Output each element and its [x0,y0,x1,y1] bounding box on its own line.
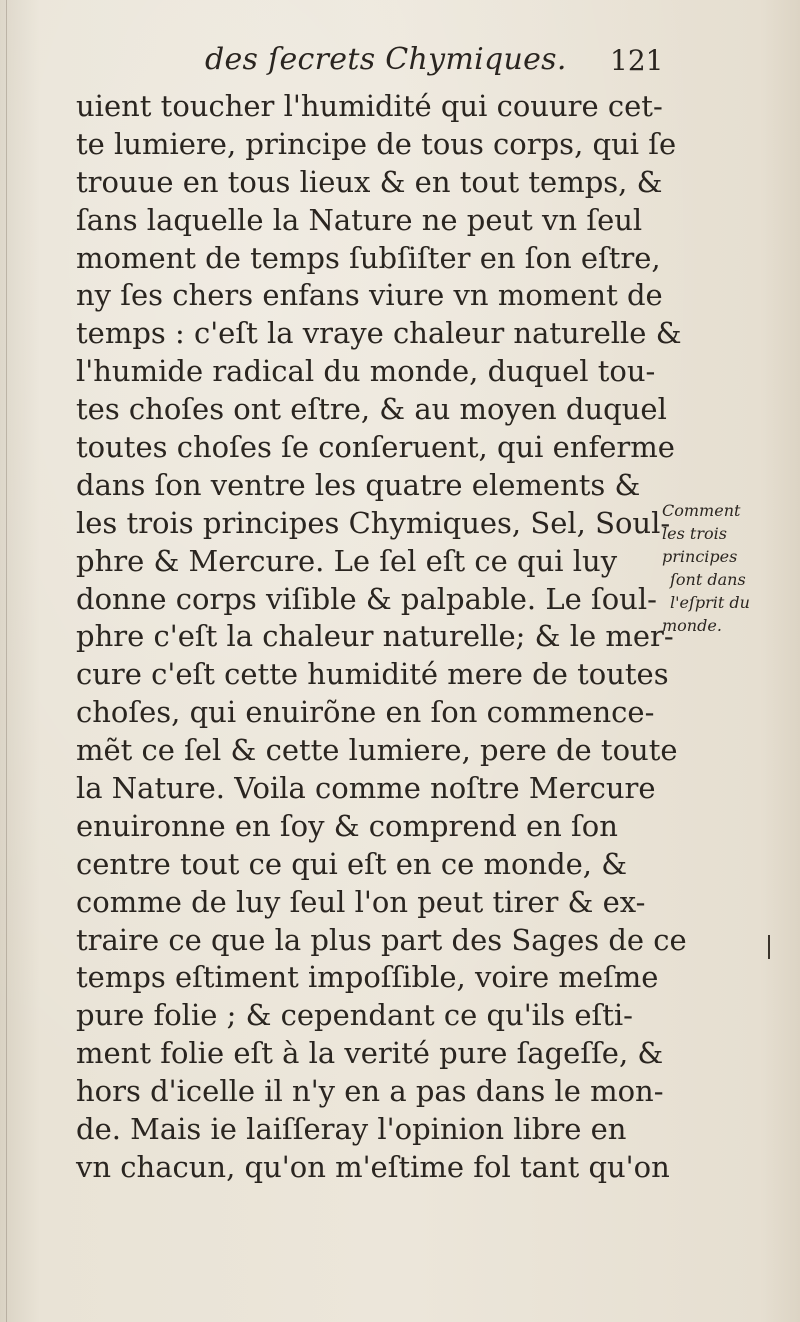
margin-note-line: l'eſprit du [670,593,750,612]
margin-note-line: monde. [662,616,722,635]
text-line: vn chacun, qu'on m'eſtime fol tant qu'on [76,1149,670,1184]
text-line: centre tout ce qui eſt en ce monde, & [76,846,628,881]
text-line: temps eſtiment impoſſible, voire meſme [76,960,659,995]
text-line: la Nature. Voila comme noſtre Mercure [76,771,656,806]
text-line: cure c'eſt cette humidité mere de toutes [76,657,669,692]
text-line: moment de temps ſubſiſter en ſon eſtre, [76,240,661,275]
margin-note-line: les trois [662,524,727,543]
body-text [76,88,687,1187]
text-line: uient toucher l'humidité qui couure cet- [76,89,663,123]
text-line: te lumiere, principe de tous corps, qui ſe [76,126,677,161]
text-line: comme de luy ſeul l'on peut tirer & ex- [76,884,646,919]
running-title: des ſecrets Chymiques. [205,42,567,77]
text-line: donne corps viſible & palpable. Le ſoul- [76,581,657,616]
text-line: mẽt ce ſel & cette lumiere, pere de toute [76,733,678,768]
text-line: trouue en tous lieux & en tout temps, & [76,164,663,199]
text-line: choſes, qui enuirõne en ſon commence- [76,695,655,730]
text-line: pure folie ; & cependant ce qu'ils eſti- [76,998,633,1033]
text-line: phre & Mercure. Le ſel eſt ce qui luy [76,543,618,578]
text-line: ment folie eſt à la verité pure ſageſſe, & [76,1036,664,1071]
text-line: phre c'eſt la chaleur naturelle; & le mer- [76,619,674,654]
page-number: 121 [610,44,664,77]
text-line: de. Mais ie laiſſeray l'opinion libre en [76,1112,627,1147]
margin-note-line: ſont dans [670,570,746,589]
text-line: toutes choſes ſe conſeruent, qui enferme [76,430,675,465]
text-line: les trois principes Chymiques, Sel, Soul- [76,505,671,540]
text-line: tes choſes ont eſtre, & au moyen duquel [76,392,667,427]
text-line: traire ce que la plus part des Sages de ce [76,922,687,957]
text-line: enuironne en ſoy & comprend en ſon [76,808,618,843]
edge-mark [768,935,770,959]
text-line: l'humide radical du monde, duquel tou- [76,354,656,389]
page-edge-line [6,0,7,1322]
text-line: temps : c'eſt la vraye chaleur naturelle & [76,316,682,351]
page-header [0,42,800,92]
margin-note [662,499,762,637]
text-line: ſans laquelle la Nature ne peut vn ſeul [76,202,643,237]
text-line: ny ſes chers enfans viure vn moment de [76,278,663,313]
text-line: hors d'icelle il n'y en a pas dans le mon- [76,1074,664,1109]
text-line: dans ſon ventre les quatre elements & [76,467,641,502]
margin-note-line: principes [662,547,738,566]
margin-note-line: Comment [662,501,741,520]
